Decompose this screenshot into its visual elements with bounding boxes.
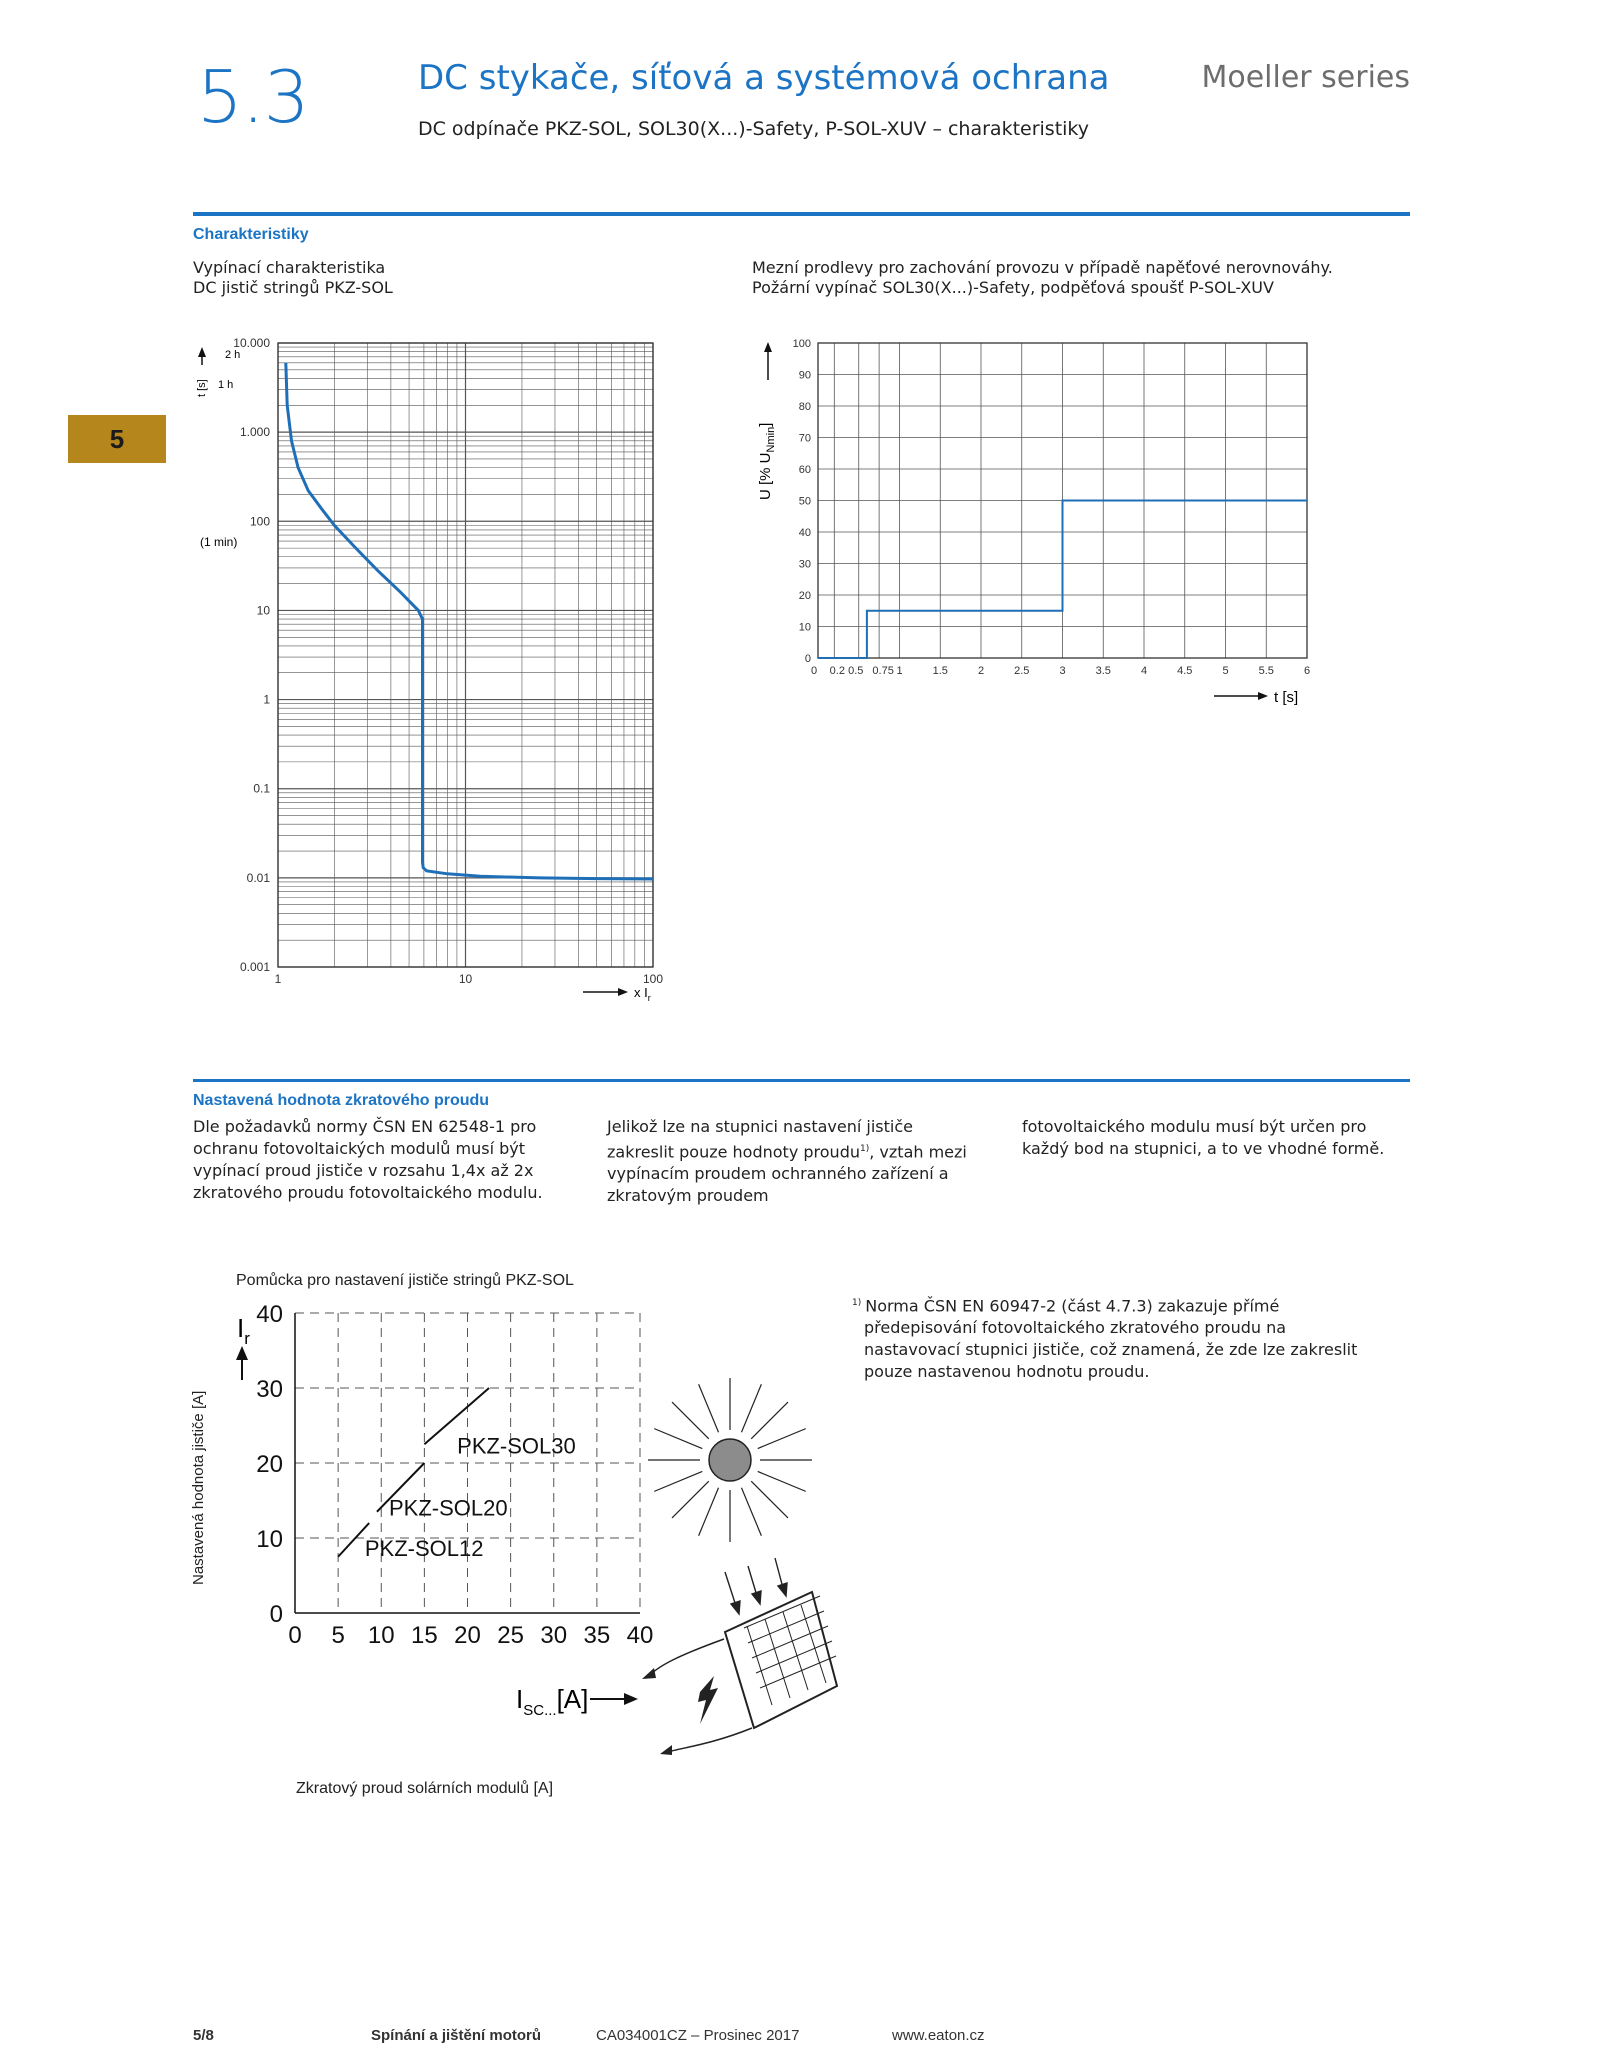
chapter-tab[interactable]: 5 xyxy=(68,415,166,463)
y-tick-label: 100 xyxy=(792,338,811,350)
paragraph-line: zkratovým proudem xyxy=(607,1186,769,1206)
section-rule-top xyxy=(193,212,1410,216)
y-axis-label: U [% $U_{Nmin}$] xyxy=(757,422,777,500)
x-axis-label: Zkratový proud solárních modulů [A] xyxy=(296,1780,554,1797)
x-axis-arrow-icon xyxy=(624,1693,638,1705)
y-tick-label: 0.01 xyxy=(246,870,270,885)
setting-aid-chart xyxy=(180,1265,700,1805)
solar-illustration xyxy=(640,1330,840,1760)
paragraph-line: vypínací proud jističe v rozsahu 1,4x až 2x xyxy=(193,1161,534,1180)
chart-title: Pomůcka pro nastavení jističe stringů PKZ-SOL xyxy=(236,1272,574,1289)
x-tick-label: 30 xyxy=(540,1622,568,1649)
chart-tick-labels xyxy=(256,1301,653,1649)
y-tick-label: 100 xyxy=(249,514,270,529)
paragraph-line: vypínacím proudem ochranného zařízení a xyxy=(607,1164,949,1184)
paragraph-line: ochranu fotovoltaických modulů musí být xyxy=(193,1139,526,1158)
x-tick-label: 1 xyxy=(896,665,903,677)
footnote-line: nastavovací stupnici jističe, což znamená, že zde lze zakreslit xyxy=(864,1340,1358,1360)
x-tick-label: 1 xyxy=(274,972,282,986)
caption-line: Vypínací charakteristika xyxy=(193,258,386,277)
x-tick-label: 2.5 xyxy=(1014,665,1030,677)
chart-grid xyxy=(295,1313,640,1613)
caption-line: DC jistič stringů PKZ-SOL xyxy=(193,278,393,297)
page-title: DC stykače, síťová a systémová ochrana xyxy=(418,58,1110,98)
y-tick-label: 10 xyxy=(256,603,270,618)
paragraph-line: Jelikož lze na stupnici nastavení jističe xyxy=(607,1117,913,1136)
sun-ray xyxy=(758,1471,806,1491)
y-tick-label: 30 xyxy=(798,558,811,571)
y-tick-label: 80 xyxy=(798,401,811,413)
y-tick-label: 70 xyxy=(798,432,811,445)
x-tick-label: 0.5 xyxy=(848,665,864,677)
paragraph-line: fotovoltaického modulu musí být určen pro xyxy=(1022,1117,1367,1136)
x-tick-label: 25 xyxy=(497,1622,524,1649)
y-axis-arrow-icon xyxy=(236,1346,248,1360)
sun-ray xyxy=(699,1488,719,1536)
annotation-1min: (1 min) xyxy=(200,535,238,549)
x-tick-label: 5.5 xyxy=(1258,665,1274,677)
sun-ray xyxy=(758,1429,806,1449)
x-tick-label: 5 xyxy=(1222,665,1229,677)
series-label: Moeller series xyxy=(1201,60,1410,95)
y-tick-label: 60 xyxy=(798,464,811,476)
y-tick-label: 0.001 xyxy=(239,960,270,974)
x-tick-label: 4.5 xyxy=(1177,665,1193,677)
sun-ray xyxy=(751,1481,788,1518)
page-subtitle: DC odpínače PKZ-SOL, SOL30(X...)-Safety, P-SOL-XUV – charakteristiky xyxy=(418,118,1089,140)
footnote xyxy=(852,1292,1357,1383)
x-tick-label: 0.2 xyxy=(829,665,845,677)
sun-ray xyxy=(751,1402,788,1439)
y-tick-label: 1 xyxy=(263,692,270,707)
y-tick-label: 0 xyxy=(269,1601,283,1628)
series-label: PKZ-SOL20 xyxy=(389,1495,508,1521)
trip-chart-caption xyxy=(193,258,393,298)
y-tick-label: 20 xyxy=(256,1451,283,1478)
x-tick-label: 0.75 xyxy=(872,665,894,677)
paragraph-line: zkratového proudu fotovoltaického modulu. xyxy=(193,1183,543,1202)
y-tick-label: 50 xyxy=(798,495,811,508)
y-axis-symbol: $I_r$ xyxy=(237,1313,250,1348)
sun-ray xyxy=(654,1429,702,1449)
x-tick-label: 3 xyxy=(1059,665,1066,677)
undervoltage-delay-chart xyxy=(740,325,1320,715)
trip-curve-line xyxy=(286,363,653,879)
product-lines xyxy=(338,1388,576,1561)
footnote-line: pouze nastavenou hodnotu proudu. xyxy=(864,1362,1150,1382)
annotation-2h: 2 h xyxy=(225,349,241,361)
x-tick-label: 5 xyxy=(331,1622,345,1649)
website-link[interactable]: www.eaton.cz xyxy=(892,2027,985,2044)
x-tick-label: 10 xyxy=(367,1622,395,1649)
sun-ray xyxy=(741,1384,761,1432)
document-code: CA034001CZ – Prosinec 2017 xyxy=(596,2027,800,2044)
sun-ray xyxy=(672,1402,709,1439)
y-tick-label: 30 xyxy=(256,1376,283,1403)
footnote-line: $^{1)}$ Norma ČSN EN 60947-2 (část 4.7.3) zakazuje přímé xyxy=(852,1296,1280,1316)
y-tick-label: 40 xyxy=(798,527,811,539)
caption-line: Požární vypínač SOL30(X...)-Safety, podpěťová spoušť P-SOL-XUV xyxy=(752,278,1274,297)
chart-grid xyxy=(278,343,653,967)
x-tick-label: 3.5 xyxy=(1095,665,1111,677)
x-tick-label: 40 xyxy=(626,1622,654,1649)
x-axis-arrow-icon xyxy=(618,988,628,996)
settings-column-2 xyxy=(607,1116,997,1207)
y-tick-label: 10 xyxy=(256,1526,283,1553)
solar-panel-icon xyxy=(725,1592,837,1728)
x-axis-arrow-icon xyxy=(1258,692,1268,700)
caption-line: Mezní prodlevy pro zachování provozu v případě napěťové nerovnováhy. xyxy=(752,258,1333,277)
x-tick-label: 1.5 xyxy=(932,665,948,677)
x-axis-label: x $I_r$ xyxy=(634,985,651,1003)
output-arrow-head-icon xyxy=(660,1745,672,1755)
x-tick-label: 20 xyxy=(454,1622,481,1649)
y-tick-label: 10.000 xyxy=(233,336,270,350)
y-tick-label: 1.000 xyxy=(239,425,270,440)
x-axis-label: t [s] xyxy=(1274,689,1299,706)
sun-ray xyxy=(654,1471,702,1491)
series-label: PKZ-SOL12 xyxy=(364,1536,484,1561)
y-axis-arrow-icon xyxy=(198,347,206,357)
x-tick-label: 10 xyxy=(458,972,473,986)
paragraph-line: Dle požadavků normy ČSN EN 62548-1 pro xyxy=(193,1117,537,1136)
section-rule-middle xyxy=(193,1079,1410,1082)
trip-characteristic-chart xyxy=(180,325,680,1010)
y-tick-label: 0 xyxy=(804,653,811,665)
annotation-1h: 1 h xyxy=(218,379,234,391)
series-label: PKZ-SOL30 xyxy=(457,1433,576,1459)
sun-ray xyxy=(741,1488,761,1536)
page-number: 5/8 xyxy=(193,2027,214,2044)
y-axis-arrow-icon xyxy=(764,342,772,352)
chart-tick-labels xyxy=(233,336,663,986)
characteristics-heading: Charakteristiky xyxy=(193,226,309,243)
output-arrow-head-icon xyxy=(642,1668,656,1679)
footnote-reference[interactable]: 1) xyxy=(860,1144,870,1154)
paragraph-line: každý bod na stupnici, a to ve vhodné formě. xyxy=(1022,1139,1385,1158)
y-tick-label: 40 xyxy=(256,1301,283,1328)
x-tick-label: 2 xyxy=(977,665,985,677)
light-arrows xyxy=(725,1558,787,1614)
x-tick-label: 35 xyxy=(583,1622,611,1649)
paragraph-line: zakreslit pouze hodnoty proudu$^{1)}$, vztah mezi xyxy=(607,1142,967,1162)
footnote-line: předepisování fotovoltaického zkratového proudu na xyxy=(864,1318,1287,1338)
y-tick-label: 0.1 xyxy=(253,781,270,796)
x-tick-label: 100 xyxy=(642,972,664,986)
x-tick-label: 6 xyxy=(1303,665,1311,677)
book-title: Spínání a jištění motorů xyxy=(371,2027,542,2044)
sun-icon xyxy=(709,1439,751,1481)
delay-chart-caption xyxy=(752,258,1333,298)
footnote-mark: 1) xyxy=(852,1298,862,1308)
y-axis-label: t [s] xyxy=(196,379,208,397)
y-tick-label: 10 xyxy=(798,621,811,634)
x-tick-label: 15 xyxy=(411,1622,438,1649)
x-tick-label: 0 xyxy=(810,665,818,677)
y-tick-label: 90 xyxy=(798,369,811,382)
settings-column-1 xyxy=(193,1116,583,1204)
section-number: 5.3 xyxy=(197,55,309,139)
y-axis-label: Nastavená hodnota jističe [A] xyxy=(190,1390,207,1585)
settings-heading: Nastavená hodnota zkratového proudu xyxy=(193,1092,490,1109)
lightning-icon xyxy=(698,1676,718,1724)
sun-ray xyxy=(699,1384,719,1432)
sun-ray xyxy=(672,1481,709,1518)
x-tick-label: 0 xyxy=(288,1622,302,1649)
settings-column-3 xyxy=(1022,1116,1412,1160)
x-tick-label: 4 xyxy=(1140,665,1148,677)
y-tick-label: 20 xyxy=(798,590,811,602)
x-axis-symbol: $I_{SC...}[A]$ xyxy=(516,1684,589,1719)
